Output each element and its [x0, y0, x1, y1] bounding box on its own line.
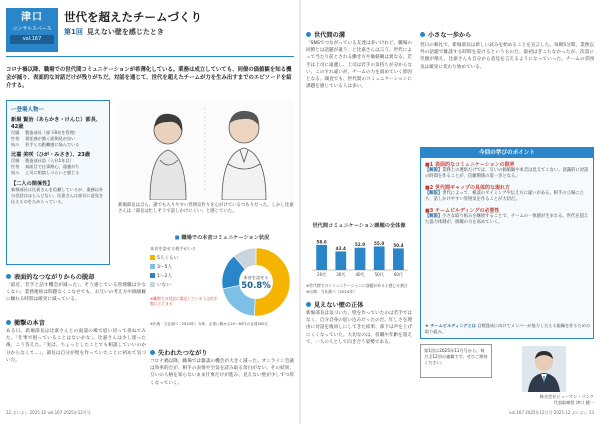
pie-center-label: 本音を話せる [243, 275, 269, 280]
author-company: 株式会社ヒューマン・リンク [539, 394, 594, 399]
section-heading-shock: 衝撃の本音 [6, 318, 45, 327]
point-heading: ■1 表面的なコミュニケーションの限界 [425, 162, 515, 168]
point-text: 【解説】世代によって、相談のタイミングや伝え方に違いがある。相手の立場に立ち、話しかけやすい雰囲気を作ることが大切だ。 [425, 190, 584, 203]
learning-points-title: 今回の学びのポイント [421, 148, 593, 158]
relation-title: 【二人の関係性】 [11, 181, 53, 187]
author-photo [522, 346, 566, 392]
page-footer-left: 12 ぶいぶぃ 2025.12 vol.167 2025年12月号 [6, 410, 91, 415]
pie-legend [150, 246, 212, 290]
character-1 [11, 116, 105, 148]
pie-note: ※職場での対話に満足している人は約半数にとどまる [150, 296, 218, 307]
episode-number: 第1回 [64, 28, 83, 36]
header-divider [6, 56, 294, 57]
pie-center-value: 50.8% [241, 281, 271, 291]
relation-text: 新堀部長は比嘉さんを信頼しているが、業務以外の会話はほとんどない。比嘉さんは部長に意見を伝えるのをためらっている。 [11, 187, 104, 204]
person-icon [522, 346, 566, 392]
bar-category-label: 20代 [317, 272, 327, 277]
point-text: 【解説】小さな取り組みを継続することで、チームの一体感が生まれる。世代を超えた協力体制が、組織の力を高めていく。 [425, 213, 589, 226]
subtitle-text: 見えない壁を感じたとき [86, 28, 164, 36]
section-heading-small-step: 小さな一歩から [420, 30, 594, 39]
pie-legend-head: 本音を話せる相手がいる [150, 246, 197, 251]
bar-value-label: 52.0 [354, 242, 366, 248]
illustration-caption: 新堀部長は自ら、誰でも入りやすい雰囲気作りを心がけているつもりだった。しかし比嘉さんは「部長は忙しそうで話しかけにくい」と感じていた。 [118, 203, 294, 215]
learning-point-2 [425, 184, 589, 204]
bar-category-label: 60代 [393, 272, 403, 277]
bar-chart-title: 世代間コミュニケーション課題の全体像 [312, 223, 406, 229]
bar-value-label: 58.6 [316, 239, 327, 245]
sidebar-column [420, 30, 594, 71]
section-heading-lost: 失われたつながり [150, 348, 208, 357]
section-text-small-step: 翌日の朝礼で、新堀部長は新しい試みを始めることを宣言した。毎朝5分間、業務以外の話題で雑談する時間を設けるというものだ。最初はぎこちなかったが、次第に笑顔が増え、比嘉さんも自分から意見を言えるようになっていった。チームの雰囲気は確実に変わり始めている。 [420, 43, 594, 70]
character-detail: 性格 責任感が強く面倒見が良い [11, 136, 76, 141]
pie-legend-item: 3〜5人 [150, 263, 212, 272]
learning-point-3 [425, 207, 589, 227]
character-name: 新堀 賢治（あらかき・けんじ）部長、42歳 [11, 117, 101, 130]
bar [316, 245, 327, 270]
character-detail: 役職 製造部長（部下8名を管理） [11, 130, 78, 135]
bar-value-label: 55.0 [374, 240, 385, 246]
pie-chart-title: ■ 職場での本音コミュニケーション状況 [174, 235, 270, 241]
bar-chart [306, 232, 412, 282]
section-text-gap: 「SNSでつながっている友達は多いけれど、職場の同僚とは話題が違う」と比嘉さんは言う。世代によって当たり前とされる働き方や価値観は異なる。若手は上司に遠慮し、上司は若手の気持ちが分からない。このすれ違いが、チームの力を弱めていく原因となる。調査でも、世代間のコミュニケーションに課題を感じている人は多い。 [306, 41, 412, 90]
bar-category-label: 30代 [336, 272, 346, 277]
column-tag-sub: コンサルスペース [12, 26, 52, 32]
article-header [0, 0, 300, 62]
section-heading-surface: 表面的なつながりからの脱却 [6, 272, 94, 281]
bar-value-label: 50.4 [393, 242, 404, 248]
pie-legend-item: 1〜2人 [150, 272, 212, 281]
bar-chart-notes: ※世代間でのコミュニケーションに課題があると感じる割合 ※出典：当社調べ（2024年） [306, 283, 408, 294]
section-heading-gap: 世代間の溝 [306, 30, 345, 39]
article-title: 世代を超えたチームづくり [64, 10, 202, 24]
point-heading: ■3 チームビルディングの必要性 [425, 207, 500, 214]
article-subtitle [64, 27, 164, 37]
character-detail: 悩み 若手との距離感に悩んでいる [11, 142, 80, 147]
section-text-wall: 新堀部長は気づいた。壁を作っていたのは若手ではなく、自分自身の思い込みだったのだ。忙しさを理由に対話を後回しにしてきた結果、部下は声を上げにくくなっていた。大切なのは、役職や年齢を超えて、一人の人として向き合う姿勢である。 [306, 311, 412, 345]
series-note-box: 第1回は2025年11月号から、毎月全12回の連載です。ぜひご期待ください。 [420, 344, 492, 378]
characters-title: ー登場人物ー [11, 107, 45, 113]
section-text-surface: 「最近、若手と話す機会が減った」。そう感じている管理職は少なくない。業務連絡は問題なくこなせても、お互いの考え方や価値観に触れる時間は確実に減っている。 [6, 283, 146, 303]
character-detail: 役職 製造部社員（入社1年目） [11, 158, 74, 163]
learning-points-box [420, 147, 594, 339]
learning-point-1 [425, 161, 589, 181]
character-detail: 悩み 上司に相談しづらいと感じる [11, 170, 80, 175]
learning-points-footer: ★ チームビルディングとは 目標達成に向けてメンバーが協力し合える組織を作るための取り組み。 [425, 323, 591, 334]
pie-legend-item: 5人くらい [150, 254, 212, 263]
pie-chart [218, 244, 294, 320]
people-illustration-icon [116, 100, 294, 200]
bar-category-label: 40代 [355, 272, 365, 277]
bar [355, 248, 366, 270]
bar-chart-panel [306, 222, 412, 282]
bar [335, 251, 346, 270]
column-tag [6, 8, 58, 52]
column-tag-main: 津口 [21, 12, 43, 23]
lead-paragraph: コロナ禍以降、職場での世代間コミュニケーションが希薄化している。業務は成立していても、同僚の価値観を知る機会が減り、表面的な対話だけが残りがちだ。対話を通じて、世代を超えたチームが力を生み出すまでのエピソードを紹介する。 [6, 67, 292, 90]
pie-source: ※出典：当社調べ（2024年）対象：企業に勤める20〜60代の社員500名 [150, 322, 269, 326]
page-gutter [299, 0, 301, 424]
point-heading: ■2 世代間ギャップの具体的な現れ方 [425, 184, 510, 191]
bar [393, 248, 404, 270]
point-text: 【解説】業務上の連絡だけでは、互いの価値観や本音は見えてこない。意識的に対話の時間を作ることが、信頼関係の第一歩となる。 [425, 168, 589, 180]
pie-legend-item: いない [150, 281, 212, 290]
bar-value-label: 43.4 [335, 245, 346, 251]
column-tag-volume: vol.167 [10, 35, 54, 44]
section-text-shock: ある日、新堀部長は比嘉さんとの面談の場で思い切って尋ねてみた。「仕事で困っていることはないかな」。比嘉さんは少し迷った後、こう答えた。「実は、ちょっとしたことでも相談していいのか分からなくて…」。部長は自分が壁を作っていたことに初めて気づいた。 [6, 329, 146, 363]
section-heading-wall: 見えない壁の正体 [306, 300, 364, 309]
bar-category-label: 50代 [374, 272, 384, 277]
author-title-name: 代表取締役 津口 健一 [553, 400, 594, 405]
pie-chart-panel [150, 234, 294, 344]
section-text-lost: コロナ禍以降、職場では雑談の機会が大きく減った。オンライン会議は効率的だが、相手の表情や空気を読み取る余白がない。その結果、互いの人柄を知らないまま仕事だけが進み、見えない壁が少しずつ厚くなっていく。 [150, 359, 294, 386]
characters-box [6, 100, 110, 265]
character-detail: 性格 真面目で仕事熱心、遠慮がち [11, 164, 80, 169]
character-name: 比嘉 美咲（ひが・みさき）、23歳 [11, 152, 91, 158]
illustration-two-people [116, 100, 294, 200]
author-credit [500, 394, 594, 406]
character-2 [11, 151, 105, 176]
bar [374, 246, 385, 270]
page-footer-right: vol.167 2025年12月号 2025.12 ぶいぶぃ 13 [509, 410, 594, 415]
